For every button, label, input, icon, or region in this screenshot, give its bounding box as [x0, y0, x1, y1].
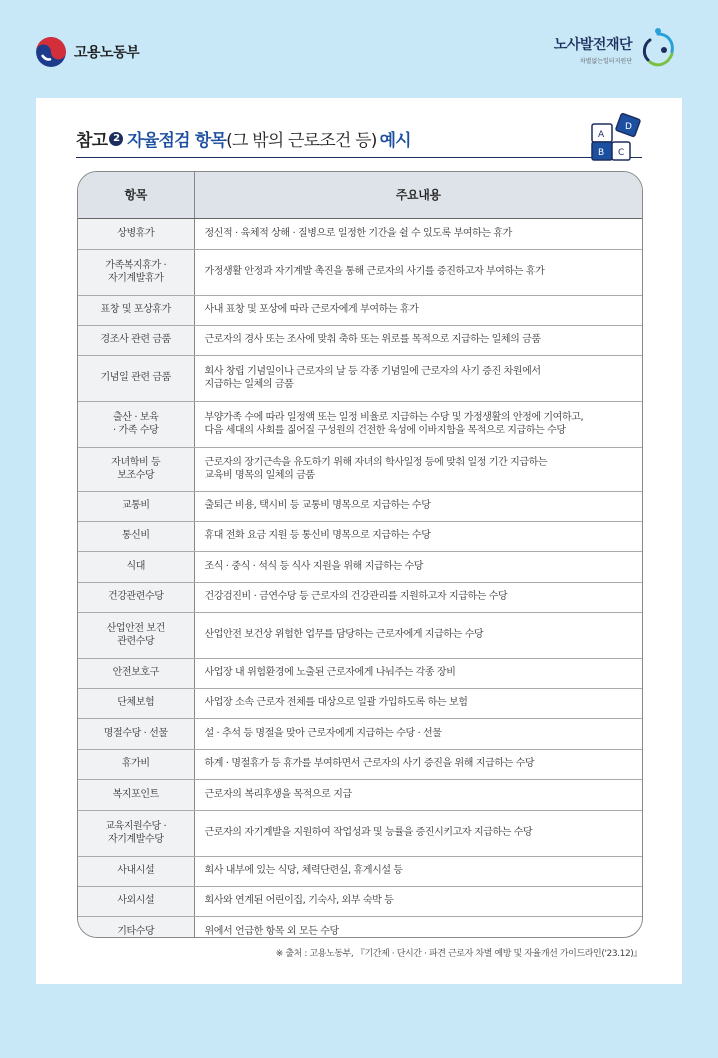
table-row [78, 749, 642, 779]
row-description: 정신적 · 육체적 상해 · 질병으로 일정한 기간을 쉴 수 있도록 부여하는 휴가 [194, 218, 642, 249]
table-row [78, 325, 642, 355]
table-row [78, 521, 642, 551]
puzzle-letter-a: A [598, 130, 605, 140]
row-description: 조식 · 중식 · 석식 등 식사 지원을 위해 지급하는 수당 [194, 551, 642, 582]
table-row [78, 218, 642, 249]
table-row [78, 658, 642, 688]
source-note: ※ 출처 : 고용노동부, 『기간제 · 단시간 · 파견 근로자 차별 예방 및 자율개선 가이드라인('23.12)』 [275, 949, 642, 959]
row-item: 기념일 관련 금품 [78, 355, 194, 401]
puzzle-letter-c: C [618, 148, 625, 158]
table-row [78, 582, 642, 612]
row-description: 가정생활 안정과 자기계발 촉진을 통해 근로자의 사기를 증진하고자 부여하는 휴가 [194, 249, 642, 295]
checklist-table [77, 171, 643, 938]
taegeuk-emblem-icon [36, 37, 66, 67]
row-description: 부양가족 수에 따라 일정액 또는 일정 비율로 지급하는 수당 및 가정생활의 안정에 기여하고, 다음 세대의 사회를 짊어질 구성원의 건전한 육성에 이바지함을 목적으로 지급하는 수당 [194, 401, 642, 447]
table-row [78, 886, 642, 916]
row-item: 식대 [78, 551, 194, 582]
row-description: 산업안전 보건상 위험한 업무를 담당하는 근로자에게 지급하는 수당 [194, 612, 642, 658]
table-row [78, 688, 642, 718]
row-item: 통신비 [78, 521, 194, 551]
foundation-subtitle: 차별없는일터지원단 [579, 57, 632, 65]
foundation-mark-icon [638, 28, 678, 70]
title-parenthetical: (그 밖의 근로조건 등) [226, 131, 377, 151]
puzzle-icon [588, 112, 646, 164]
row-item: 안전보호구 [78, 658, 194, 688]
table-row [78, 491, 642, 521]
title-tail: 예시 [379, 131, 411, 151]
table-row [78, 916, 642, 938]
row-item: 출산 · 보육 · 가족 수당 [78, 401, 194, 447]
row-item: 휴가비 [78, 749, 194, 779]
row-description: 회사와 연계된 어린이집, 기숙사, 외부 숙박 등 [194, 886, 642, 916]
row-item: 표창 및 포상휴가 [78, 295, 194, 325]
row-item: 단체보험 [78, 688, 194, 718]
table-row [78, 718, 642, 749]
row-description: 건강검진비 · 금연수당 등 근로자의 건강관리를 지원하고자 지급하는 수당 [194, 582, 642, 612]
row-description: 회사 창립 기념일이나 근로자의 날 등 각종 기념일에 근로자의 사기 증진 차원에서 지급하는 일체의 금품 [194, 355, 642, 401]
row-item: 사외시설 [78, 886, 194, 916]
table-row [78, 295, 642, 325]
header-item: 항목 [78, 172, 194, 218]
header-content: 주요내용 [194, 172, 642, 218]
table-row [78, 779, 642, 810]
row-description: 휴대 전화 요금 지원 등 통신비 명목으로 지급하는 수당 [194, 521, 642, 551]
row-item: 경조사 관련 금품 [78, 325, 194, 355]
row-description: 사내 표창 및 포상에 따라 근로자에게 부여하는 휴가 [194, 295, 642, 325]
row-item: 건강관련수당 [78, 582, 194, 612]
row-item: 교육지원수당 · 자기계발수당 [78, 810, 194, 856]
foundation-name: 노사발전재단 [553, 36, 632, 53]
table-row [78, 551, 642, 582]
table-row [78, 355, 642, 401]
row-description: 위에서 언급한 항목 외 모든 수당 [204, 926, 339, 937]
table-row [78, 401, 642, 447]
ministry-logo [36, 37, 139, 67]
row-item: 복지포인트 [78, 779, 194, 810]
row-item: 자녀학비 등 보조수당 [78, 447, 194, 491]
row-description: 사업장 내 위험환경에 노출된 근로자에게 나눠주는 각종 장비 [194, 658, 642, 688]
table-row [78, 612, 642, 658]
ministry-name: 고용노동부 [74, 45, 140, 61]
row-description: 사업장 소속 근로자 전체를 대상으로 일괄 가입하도록 하는 보험 [194, 688, 642, 718]
row-description: 근로자의 장기근속을 유도하기 위해 자녀의 학사일정 등에 맞춰 일정 기간 지급하는 교육비 명목의 일체의 금품 [194, 447, 642, 491]
row-item: 사내시설 [78, 856, 194, 886]
row-item: 교통비 [78, 491, 194, 521]
row-description: 설 · 추석 등 명절을 맞아 근로자에게 지급하는 수당 · 선물 [194, 718, 642, 749]
row-description: 회사 내부에 있는 식당, 체력단련실, 휴게시설 등 [194, 856, 642, 886]
row-description: 근로자의 복리후생을 목적으로 지급 [194, 779, 642, 810]
puzzle-letter-b: B [598, 148, 605, 158]
row-item: 가족복지휴가 · 자기계발휴가 [78, 249, 194, 295]
title-number-badge: 2 [109, 132, 123, 146]
puzzle-letter-d: D [625, 122, 632, 132]
content-card [36, 98, 682, 984]
table-header-row [78, 172, 642, 218]
row-item: 산업안전 보건 관련수당 [78, 612, 194, 658]
title-reference-label: 참고 [76, 131, 108, 151]
row-description: 근로자의 자기계발을 지원하여 작업성과 및 능률을 증진시키고자 지급하는 수당 [194, 810, 642, 856]
row-description: 근로자의 경사 또는 조사에 맞춰 축하 또는 위로를 목적으로 지급하는 일체의 금품 [194, 325, 642, 355]
row-description: 출퇴근 비용, 택시비 등 교통비 명목으로 지급하는 수당 [194, 491, 642, 521]
row-item: 명절수당 · 선물 [78, 718, 194, 749]
foundation-logo [554, 28, 678, 70]
table-row [78, 856, 642, 886]
table-row [78, 249, 642, 295]
row-description: 하계 · 명절휴가 등 휴가를 부여하면서 근로자의 사기 증진을 위해 지급하는 수당 [194, 749, 642, 779]
row-item: 상병휴가 [78, 218, 194, 249]
row-item: 기타수당 [78, 916, 194, 938]
table-row [78, 810, 642, 856]
table-row [78, 447, 642, 491]
title-main: 자율점검 항목 [127, 131, 227, 151]
section-title [76, 124, 642, 158]
